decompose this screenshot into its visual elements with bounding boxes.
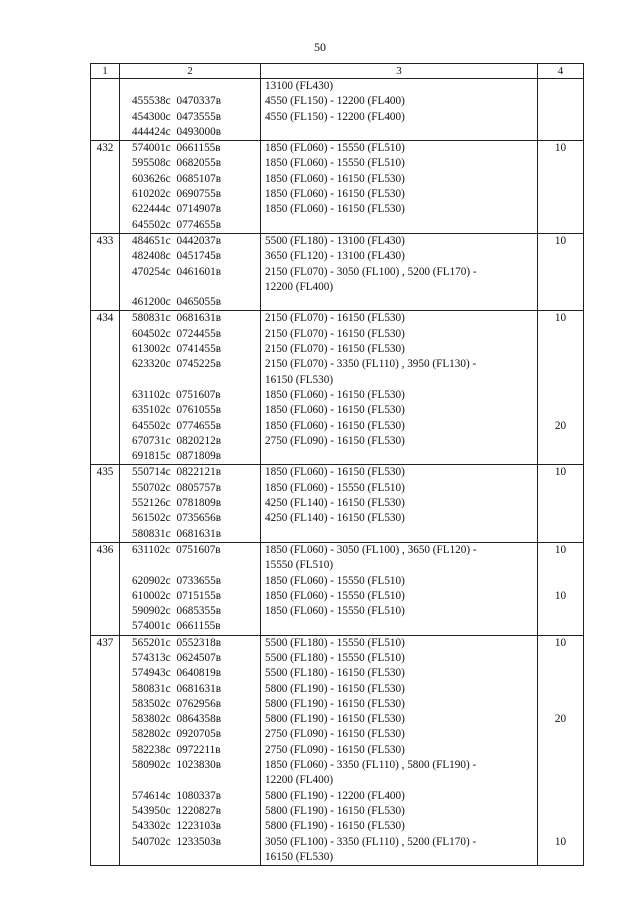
value-spacer [538,125,583,140]
altitude-range: 5800 (FL190) - 16150 (FL530) [265,713,405,726]
latitude: 482408с [132,250,171,263]
value-spacer [538,373,583,388]
latitude: 631102с [132,388,171,401]
coordinate-pair [120,758,260,773]
route-point-number-cell [91,141,120,234]
coordinate-spacer [120,773,260,788]
altitude-range: 5500 (FL180) - 13100 (FL430) [265,234,405,247]
coordinate-pair [120,234,260,249]
coordinates-cell [120,311,261,465]
route-point-number-cell [91,233,120,310]
longitude: 0774655в [176,218,221,231]
latitude: 455538с [132,95,171,108]
coordinate-pair [120,697,260,712]
value: 20 [554,419,567,432]
latitude: 540702с [132,835,171,848]
latitude: 543302с [132,820,171,833]
altitude-spacer [261,527,537,542]
longitude: 0920705в [176,728,221,741]
value: 10 [554,835,567,848]
value-spacer [538,265,583,280]
coordinate-pair [120,125,260,140]
coordinate-pair [120,265,260,280]
altitude-spacer [261,619,537,634]
latitude: 550714с [132,466,171,479]
altitude-range: 1850 (FL060) - 15550 (FL510) [265,574,405,587]
header-col-2: 2 [120,64,261,79]
altitude-range: 1850 (FL060) - 3350 (FL110) , 5800 (FL190) - [265,759,477,772]
coordinate-pair [120,342,260,357]
table-header-row [91,64,584,79]
value-spacer [538,94,583,109]
group-id [91,79,119,94]
longitude: 1233503в [176,835,221,848]
altitude-range: 5500 (FL180) - 15550 (FL510) [265,636,405,649]
latitude: 610202с [132,188,171,201]
longitude: 0661155в [176,620,221,633]
longitude: 0624507в [176,651,221,664]
value-spacer [538,481,583,496]
value-spacer [538,295,583,310]
value-spacer [538,434,583,449]
longitude: 0762956в [176,697,221,710]
latitude: 444424с [132,125,171,138]
longitude: 0493000в [176,125,221,138]
value-spacer [538,449,583,464]
altitude-range: 5800 (FL190) - 16150 (FL530) [265,820,405,833]
altitude-range: 2750 (FL090) - 16150 (FL530) [265,743,405,756]
table-body [91,79,584,866]
altitude-range-cell [261,542,538,635]
coordinate-pair [120,295,260,310]
coordinate-pair [120,419,260,434]
value-spacer [538,804,583,819]
altitude-range: 16150 (FL530) [265,850,334,863]
latitude: 561502с [132,512,171,525]
value-spacer [538,651,583,666]
value-spacer [538,682,583,697]
value-spacer [538,743,583,758]
route-point-number-cell [91,465,120,542]
value-cell [538,465,584,542]
coordinate-pair [120,511,260,526]
latitude: 635102с [132,404,171,417]
altitude-range-cell [261,233,538,310]
longitude: 0640819в [176,667,221,680]
altitude-range-cell [261,311,538,465]
altitude-range: 2750 (FL090) - 16150 (FL530) [265,434,405,447]
value-spacer [538,110,583,125]
group-id: 433 [96,234,114,247]
coordinate-pair [120,311,260,326]
value-spacer [538,758,583,773]
header-col-3: 3 [261,64,538,79]
latitude: 610002с [132,589,171,602]
value: 20 [554,713,567,726]
longitude: 0781809в [176,497,221,510]
route-point-number-cell [91,635,120,865]
latitude: 595508с [132,157,171,170]
altitude-range: 2150 (FL070) - 3050 (FL100) , 5200 (FL170) - [265,265,477,278]
value-spacer [538,79,583,94]
coordinate-pair [120,574,260,589]
latitude: 565201с [132,636,171,649]
longitude: 0724455в [176,327,221,340]
coordinate-pair [120,636,260,651]
value-spacer [538,388,583,403]
table-row [91,141,584,234]
longitude: 0864358в [176,713,221,726]
route-point-number-cell [91,311,120,465]
altitude-range: 1850 (FL060) - 15550 (FL510) [265,605,405,618]
coordinate-pair [120,403,260,418]
value-spacer [538,511,583,526]
coordinate-pair [120,604,260,619]
value-spacer [538,850,583,865]
coordinate-pair [120,712,260,727]
longitude: 0681631в [176,312,221,325]
longitude: 0552318в [176,636,221,649]
coordinate-pair [120,94,260,109]
longitude: 0473555в [176,110,221,123]
altitude-range-cell [261,141,538,234]
longitude: 0735656в [176,512,221,525]
value-spacer [538,187,583,202]
coordinate-pair [120,449,260,464]
value-spacer [538,727,583,742]
group-id: 435 [96,466,114,479]
altitude-range: 2750 (FL090) - 16150 (FL530) [265,728,405,741]
longitude: 0741455в [176,343,221,356]
coordinates-cell [120,141,261,234]
altitude-range-cell [261,465,538,542]
altitude-range: 5800 (FL190) - 16150 (FL530) [265,697,405,710]
longitude: 0681631в [176,682,221,695]
altitude-range: 1850 (FL060) - 16150 (FL530) [265,404,405,417]
value-spacer [538,619,583,634]
value-spacer [538,403,583,418]
altitude-range: 12200 (FL400) [265,774,334,787]
coordinates-cell [120,233,261,310]
altitude-range: 1850 (FL060) - 16150 (FL530) [265,466,405,479]
altitude-range: 5800 (FL190) - 16150 (FL530) [265,804,405,817]
coordinate-pair [120,789,260,804]
longitude: 0470337в [176,95,221,108]
group-id: 434 [96,312,114,325]
longitude: 1023830в [176,759,221,772]
altitude-range-cell [261,635,538,865]
coordinate-spacer [120,280,260,295]
coordinate-pair [120,388,260,403]
value-spacer [538,342,583,357]
latitude: 574001с [132,620,171,633]
coordinate-pair [120,819,260,834]
coordinate-pair [120,543,260,558]
longitude: 0442037в [176,234,221,247]
latitude: 631102с [132,543,171,556]
coordinate-pair [120,666,260,681]
longitude: 0733655в [176,574,221,587]
value-spacer [538,280,583,295]
coordinate-spacer [120,373,260,388]
table-row [91,465,584,542]
latitude: 603626с [132,172,171,185]
longitude: 1220827в [176,804,221,817]
coordinate-pair [120,202,260,217]
longitude: 0761055в [176,404,221,417]
longitude: 0745225в [176,358,221,371]
latitude: 580831с [132,682,171,695]
value: 10 [554,234,567,247]
longitude: 0690755в [176,188,221,201]
latitude: 590902с [132,605,171,618]
coordinate-pair [120,743,260,758]
value-spacer [538,697,583,712]
coordinate-pair [120,141,260,156]
latitude: 454300с [132,110,171,123]
coordinate-pair [120,110,260,125]
coordinate-pair [120,218,260,233]
coordinates-cell [120,542,261,635]
latitude: 613002с [132,343,171,356]
longitude: 0451745в [176,250,221,263]
latitude: 582802с [132,728,171,741]
latitude: 623320с [132,358,171,371]
value-cell [538,233,584,310]
longitude: 0685355в [176,605,221,618]
route-point-number-cell [91,542,120,635]
longitude: 0461601в [176,265,221,278]
longitude: 0822121в [176,466,221,479]
longitude: 0685107в [176,172,221,185]
value-cell [538,542,584,635]
value-cell [538,79,584,141]
altitude-range: 4550 (FL150) - 12200 (FL400) [265,95,405,108]
altitude-range: 1850 (FL060) - 15550 (FL510) [265,589,405,602]
coordinates-cell [120,79,261,141]
longitude: 0871809в [176,450,221,463]
page-number: 50 [314,40,326,54]
longitude: 1080337в [176,789,221,802]
coordinate-spacer [120,850,260,865]
coordinate-pair [120,727,260,742]
longitude: 0751607в [176,388,221,401]
altitude-range: 5500 (FL180) - 16150 (FL530) [265,667,405,680]
latitude: 580831с [132,527,171,540]
altitude-range: 2150 (FL070) - 16150 (FL530) [265,312,405,325]
altitude-range: 3050 (FL100) - 3350 (FL110) , 5200 (FL170) - [265,835,477,848]
table-row [91,635,584,865]
value: 10 [554,589,567,602]
value-spacer [538,327,583,342]
value-spacer [538,574,583,589]
latitude: 484651с [132,234,171,247]
altitude-range: 5500 (FL180) - 15550 (FL510) [265,651,405,664]
longitude: 0774655в [176,419,221,432]
value: 10 [554,543,567,556]
coordinate-pair [120,835,260,850]
value-spacer [538,666,583,681]
longitude: 0805757в [176,481,221,494]
coordinate-spacer [120,79,260,94]
latitude: 580902с [132,759,171,772]
value-spacer [538,218,583,233]
latitude: 604502с [132,327,171,340]
value-spacer [538,773,583,788]
altitude-range: 16150 (FL530) [265,373,334,386]
value: 10 [554,142,567,155]
latitude: 622444с [132,203,171,216]
value-spacer [538,249,583,264]
altitude-range: 2150 (FL070) - 3350 (FL110) , 3950 (FL130) - [265,358,477,371]
latitude: 645502с [132,419,171,432]
value-spacer [538,202,583,217]
coordinate-pair [120,327,260,342]
latitude: 574313с [132,651,171,664]
latitude: 550702с [132,481,171,494]
longitude: 1223103в [176,820,221,833]
latitude: 582238с [132,743,171,756]
latitude: 583802с [132,713,171,726]
table-row [91,233,584,310]
table-row [91,542,584,635]
coordinate-pair [120,172,260,187]
coordinates-cell [120,465,261,542]
altitude-range: 1850 (FL060) - 16150 (FL530) [265,388,405,401]
altitude-spacer [261,295,537,310]
coordinates-cell [120,635,261,865]
value: 10 [554,636,567,649]
altitude-range: 4550 (FL150) - 12200 (FL400) [265,110,405,123]
coordinate-pair [120,249,260,264]
value-cell [538,141,584,234]
value-spacer [538,357,583,372]
group-id: 437 [96,636,114,649]
latitude: 645502с [132,218,171,231]
latitude: 620902с [132,574,171,587]
altitude-range: 13100 (FL430) [265,80,334,92]
coordinate-pair [120,619,260,634]
altitude-range: 5800 (FL190) - 16150 (FL530) [265,682,405,695]
latitude: 552126с [132,497,171,510]
value-cell [538,311,584,465]
altitude-range: 2150 (FL070) - 16150 (FL530) [265,327,405,340]
latitude: 580831с [132,312,171,325]
longitude: 0661155в [176,142,221,155]
altitude-range: 1850 (FL060) - 15550 (FL510) [265,157,405,170]
longitude: 0715155в [176,589,221,602]
latitude: 574614с [132,789,171,802]
coordinate-pair [120,651,260,666]
altitude-range: 2150 (FL070) - 16150 (FL530) [265,343,405,356]
altitude-range: 12200 (FL400) [265,280,334,293]
altitude-range: 4250 (FL140) - 16150 (FL530) [265,512,405,525]
longitude: 0820212в [176,434,221,447]
latitude: 670731с [132,434,171,447]
altitude-range: 1850 (FL060) - 16150 (FL530) [265,188,405,201]
altitude-spacer [261,218,537,233]
group-id: 436 [96,543,114,556]
table-row [91,79,584,141]
latitude: 574001с [132,142,171,155]
table-row [91,311,584,465]
altitude-spacer [261,125,537,140]
value-spacer [538,156,583,171]
longitude: 0714907в [176,203,221,216]
altitude-range: 1850 (FL060) - 16150 (FL530) [265,172,405,185]
coordinate-pair [120,465,260,480]
group-id: 432 [96,142,114,155]
altitude-range: 1850 (FL060) - 15550 (FL510) [265,481,405,494]
altitude-range: 3650 (FL120) - 13100 (FL430) [265,250,405,263]
latitude: 691815с [132,450,171,463]
coordinate-pair [120,804,260,819]
longitude: 0972211в [176,743,221,756]
value-spacer [538,527,583,542]
latitude: 583502с [132,697,171,710]
coordinate-pair [120,187,260,202]
coordinate-pair [120,589,260,604]
airspace-table [90,63,584,866]
longitude: 0682055в [176,157,221,170]
value-spacer [538,819,583,834]
altitude-range: 1850 (FL060) - 3050 (FL100) , 3650 (FL120) - [265,543,477,556]
value-spacer [538,558,583,573]
altitude-range: 1850 (FL060) - 16150 (FL530) [265,203,405,216]
coordinate-pair [120,434,260,449]
route-point-number-cell [91,79,120,141]
latitude: 574943с [132,667,171,680]
value-spacer [538,789,583,804]
header-col-1: 1 [91,64,120,79]
value-spacer [538,604,583,619]
coordinate-spacer [120,558,260,573]
latitude: 461200с [132,296,171,309]
value-spacer [538,172,583,187]
value: 10 [554,312,567,325]
altitude-range: 4250 (FL140) - 16150 (FL530) [265,497,405,510]
value-spacer [538,496,583,511]
coordinate-pair [120,156,260,171]
latitude: 543950с [132,804,171,817]
value: 10 [554,466,567,479]
altitude-range: 1850 (FL060) - 15550 (FL510) [265,142,405,155]
coordinate-pair [120,496,260,511]
value-cell [538,635,584,865]
altitude-range: 1850 (FL060) - 16150 (FL530) [265,419,405,432]
header-col-4: 4 [538,64,584,79]
altitude-range: 15550 (FL510) [265,559,334,572]
coordinate-pair [120,481,260,496]
altitude-range-cell [261,79,538,141]
longitude: 0681631в [176,527,221,540]
coordinate-pair [120,357,260,372]
latitude: 470254с [132,265,171,278]
longitude: 0465055в [176,296,221,309]
coordinate-pair [120,527,260,542]
altitude-spacer [261,449,537,464]
coordinate-pair [120,682,260,697]
longitude: 0751607в [176,543,221,556]
altitude-range: 5800 (FL190) - 12200 (FL400) [265,789,405,802]
